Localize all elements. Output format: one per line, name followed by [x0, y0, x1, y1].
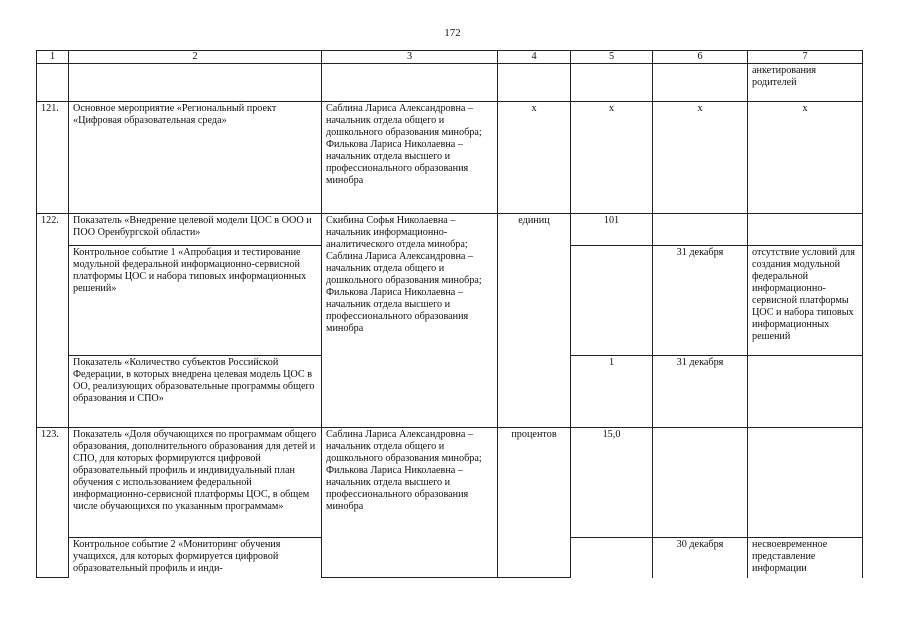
date-cell: 31 декабря: [653, 356, 748, 428]
col-header-3: 3: [322, 51, 498, 64]
col-header-6: 6: [653, 51, 748, 64]
control-event-text: Контрольное событие 1 «Апробация и тестирование модульной федеральной информационно-сервисной платформы ЦОС и набора типовых информационных решений»: [69, 246, 322, 356]
value-cell: х: [571, 102, 653, 214]
activity-title: Основное мероприятие «Региональный проект «Цифровая образовательная среда»: [69, 102, 322, 214]
risk-cell: отсутствие условий для создания модульной федеральной информационно-сервисной платформы ЦОС и набора типовых информационных решений: [748, 246, 863, 356]
table-row-123: [37, 428, 863, 538]
control-event-text: Контрольное событие 2 «Мониторинг обучения учащихся, для которых формируется цифровой образовательный профиль и инди-: [69, 538, 322, 578]
value-cell: 15,0: [571, 428, 653, 538]
unit-cell: процентов: [498, 428, 571, 578]
unit-cell: единиц: [498, 214, 571, 428]
col-header-4: 4: [498, 51, 571, 64]
risk-cell: несвоевременное представление информации: [748, 538, 863, 578]
date-cell: 31 декабря: [653, 246, 748, 356]
date-cell: х: [653, 102, 748, 214]
responsible-persons: Саблина Лариса Александровна – начальник отдела общего и дошкольного образования минобра; Филькова Лариса Николаевна – начальник отдела высшего и профессионального образования минобра: [322, 102, 498, 214]
col-header-5: 5: [571, 51, 653, 64]
value-cell: 1: [571, 356, 653, 428]
continuation-row: [37, 64, 863, 102]
unit-cell: х: [498, 102, 571, 214]
continuation-text: анкетирования родителей: [748, 64, 863, 102]
responsible-persons: Саблина Лариса Александровна – начальник отдела общего и дошкольного образования минобра; Филькова Лариса Николаевна – начальник отдела высшего и профессионального образования минобра: [322, 428, 498, 578]
plan-table: [36, 50, 863, 578]
row-number: 123.: [37, 428, 69, 578]
date-cell: 30 декабря: [653, 538, 748, 578]
value-cell: 101: [571, 214, 653, 246]
col-header-7: 7: [748, 51, 863, 64]
col-header-2: 2: [69, 51, 322, 64]
indicator-text: Показатель «Внедрение целевой модели ЦОС в ООО и ПОО Оренбургской области»: [69, 214, 322, 246]
indicator-text: Показатель «Количество субъектов Российской Федерации, в которых внедрена целевая модель ЦОС в ОО, реализующих образовательные программы общего образования и СПО»: [69, 356, 322, 428]
page-number: 172: [444, 27, 461, 39]
row-number: 121.: [37, 102, 69, 214]
table-row-122: [37, 214, 863, 246]
row-number: 122.: [37, 214, 69, 428]
responsible-persons: Скибина Софья Николаевна – начальник информационно-аналитического отдела минобра; Саблина Лариса Александровна – начальник отдела общего и дошкольного образования минобра; Филькова Лариса Николаевна – начальник отдела высшего и профессионального образования минобра: [322, 214, 498, 428]
header-row: [37, 51, 863, 64]
risk-cell: х: [748, 102, 863, 214]
col-header-1: 1: [37, 51, 69, 64]
table-row-121: [37, 102, 863, 214]
indicator-text: Показатель «Доля обучающихся по программам общего образования, дополнительного образования для детей и СПО, для которых формируются цифровой образовательный профиль и индивидуальный план обучения с использованием федеральной информационно-сервисной платформы ЦОС, в общем числе обучающихся по указанным программам»: [69, 428, 322, 538]
